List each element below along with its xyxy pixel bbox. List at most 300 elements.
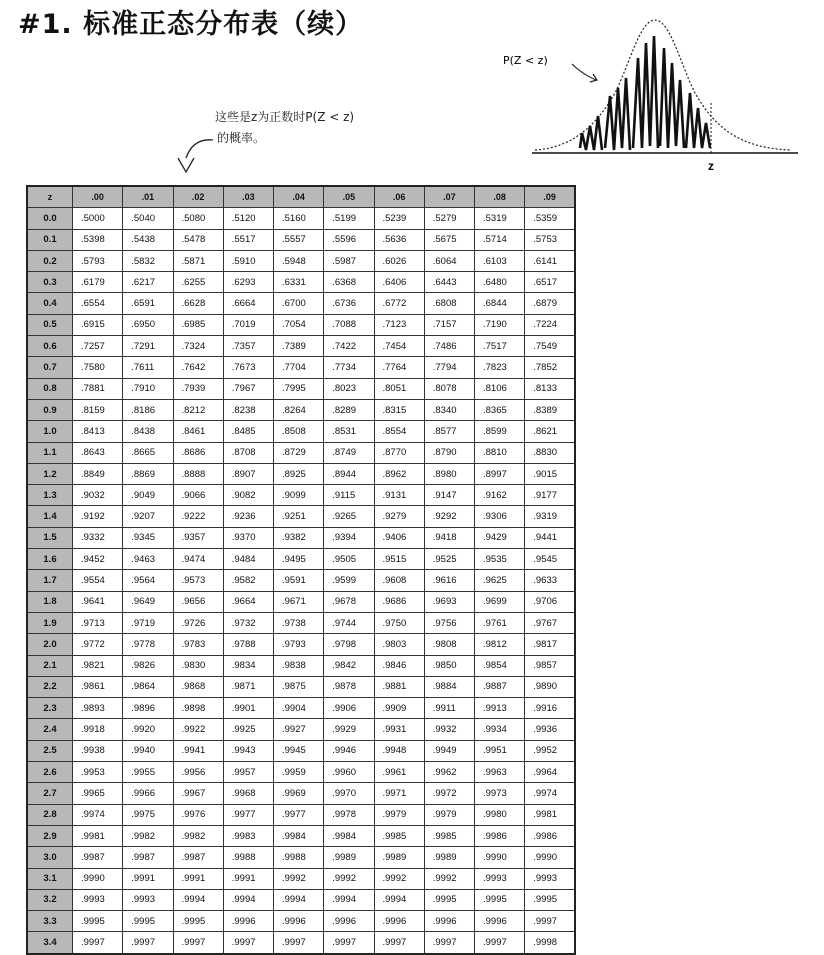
table-cell: .9066 [173, 485, 223, 506]
table-cell: .9994 [223, 889, 273, 910]
table-cell: .5675 [424, 229, 474, 250]
column-header: .09 [525, 186, 575, 208]
table-cell: .9911 [424, 698, 474, 719]
table-cell: .9207 [123, 506, 173, 527]
table-cell: .9803 [374, 634, 424, 655]
table-cell: .9961 [374, 762, 424, 783]
table-cell: .9997 [173, 932, 223, 954]
table-cell: .9887 [475, 676, 525, 697]
table-cell: .9981 [525, 804, 575, 825]
row-header-z: 2.1 [27, 655, 73, 676]
table-cell: .9582 [223, 570, 273, 591]
table-cell: .9177 [525, 485, 575, 506]
table-row [27, 570, 575, 591]
table-cell: .9826 [123, 655, 173, 676]
table-cell: .9633 [525, 570, 575, 591]
row-header-z: 2.2 [27, 676, 73, 697]
table-cell: .9861 [73, 676, 123, 697]
table-row [27, 250, 575, 271]
table-cell: .7611 [123, 357, 173, 378]
table-cell: .9997 [374, 932, 424, 954]
table-cell: .8461 [173, 421, 223, 442]
table-cell: .9979 [374, 804, 424, 825]
table-cell: .9987 [123, 847, 173, 868]
table-row [27, 463, 575, 484]
row-header-z: 2.8 [27, 804, 73, 825]
table-cell: .7486 [424, 336, 474, 357]
table-cell: .9925 [223, 719, 273, 740]
row-header-z: 2.6 [27, 762, 73, 783]
table-cell: .9292 [424, 506, 474, 527]
table-cell: .9406 [374, 527, 424, 548]
table-cell: .9738 [274, 612, 324, 633]
table-row [27, 485, 575, 506]
row-header-z: 1.3 [27, 485, 73, 506]
row-header-z: 0.2 [27, 250, 73, 271]
table-cell: .7054 [274, 314, 324, 335]
row-header-z: 0.1 [27, 229, 73, 250]
table-cell: .5359 [525, 208, 575, 229]
table-cell: .9821 [73, 655, 123, 676]
table-cell: .6844 [475, 293, 525, 314]
table-cell: .9963 [475, 762, 525, 783]
table-cell: .9761 [475, 612, 525, 633]
table-cell: .9525 [424, 549, 474, 570]
table-cell: .5596 [324, 229, 374, 250]
table-cell: .8869 [123, 463, 173, 484]
table-cell: .8485 [223, 421, 273, 442]
table-cell: .8051 [374, 378, 424, 399]
table-cell: .8665 [123, 442, 173, 463]
table-cell: .6443 [424, 272, 474, 293]
table-cell: .7422 [324, 336, 374, 357]
table-cell: .7157 [424, 314, 474, 335]
table-cell: .5000 [73, 208, 123, 229]
table-cell: .9515 [374, 549, 424, 570]
table-cell: .8980 [424, 463, 474, 484]
table-cell: .8289 [324, 399, 374, 420]
table-cell: .7357 [223, 336, 273, 357]
table-cell: .9850 [424, 655, 474, 676]
table-cell: .8340 [424, 399, 474, 420]
table-cell: .9945 [274, 740, 324, 761]
table-cell: .9693 [424, 591, 474, 612]
z-table [26, 185, 576, 955]
table-row [27, 868, 575, 889]
table-cell: .9952 [525, 740, 575, 761]
table-cell: .9686 [374, 591, 424, 612]
table-cell: .8577 [424, 421, 474, 442]
table-cell: .9971 [374, 783, 424, 804]
table-cell: .9713 [73, 612, 123, 633]
handwritten-annotation [215, 107, 354, 149]
table-cell: .9976 [173, 804, 223, 825]
table-cell: .5160 [274, 208, 324, 229]
table-cell: .9996 [274, 911, 324, 932]
table-cell: .6480 [475, 272, 525, 293]
table-cell: .5279 [424, 208, 474, 229]
column-header: .03 [223, 186, 273, 208]
table-cell: .9463 [123, 549, 173, 570]
table-cell: .9959 [274, 762, 324, 783]
table-cell: .8554 [374, 421, 424, 442]
table-cell: .7517 [475, 336, 525, 357]
table-cell: .9890 [525, 676, 575, 697]
column-header: .01 [123, 186, 173, 208]
table-cell: .9997 [73, 932, 123, 954]
table-cell: .8365 [475, 399, 525, 420]
table-cell: .9940 [123, 740, 173, 761]
table-cell: .9997 [123, 932, 173, 954]
table-cell: .9251 [274, 506, 324, 527]
table-cell: .9932 [424, 719, 474, 740]
table-cell: .9982 [173, 825, 223, 846]
shaded-area [580, 36, 710, 150]
table-cell: .8599 [475, 421, 525, 442]
row-header-z: 1.8 [27, 591, 73, 612]
table-cell: .9306 [475, 506, 525, 527]
table-cell: .9878 [324, 676, 374, 697]
table-cell: .9996 [475, 911, 525, 932]
table-cell: .5040 [123, 208, 173, 229]
table-cell: .9941 [173, 740, 223, 761]
table-cell: .9974 [525, 783, 575, 804]
table-cell: .7257 [73, 336, 123, 357]
table-cell: .8078 [424, 378, 474, 399]
table-cell: .9913 [475, 698, 525, 719]
table-cell: .9991 [173, 868, 223, 889]
table-cell: .9982 [123, 825, 173, 846]
table-cell: .9980 [475, 804, 525, 825]
table-cell: .9996 [374, 911, 424, 932]
table-cell: .9591 [274, 570, 324, 591]
table-cell: .9793 [274, 634, 324, 655]
table-cell: .6517 [525, 272, 575, 293]
table-cell: .9993 [73, 889, 123, 910]
table-row [27, 655, 575, 676]
table-cell: .9989 [324, 847, 374, 868]
table-cell: .9778 [123, 634, 173, 655]
table-cell: .5948 [274, 250, 324, 271]
table-row [27, 442, 575, 463]
table-cell: .9965 [73, 783, 123, 804]
table-cell: .9989 [374, 847, 424, 868]
table-cell: .9732 [223, 612, 273, 633]
table-cell: .8830 [525, 442, 575, 463]
table-cell: .9808 [424, 634, 474, 655]
table-cell: .9985 [424, 825, 474, 846]
table-cell: .9988 [223, 847, 273, 868]
row-header-z: 0.6 [27, 336, 73, 357]
table-cell: .6368 [324, 272, 374, 293]
table-cell: .5438 [123, 229, 173, 250]
table-cell: .8389 [525, 399, 575, 420]
table-cell: .7224 [525, 314, 575, 335]
table-cell: .9994 [324, 889, 374, 910]
table-cell: .9452 [73, 549, 123, 570]
row-header-z: 1.1 [27, 442, 73, 463]
annotation-arrow-icon [168, 128, 218, 178]
table-cell: .7580 [73, 357, 123, 378]
table-cell: .9953 [73, 762, 123, 783]
table-cell: .5239 [374, 208, 424, 229]
table-cell: .7995 [274, 378, 324, 399]
table-row [27, 208, 575, 229]
table-cell: .9564 [123, 570, 173, 591]
table-cell: .6591 [123, 293, 173, 314]
row-header-z: 2.4 [27, 719, 73, 740]
table-cell: .8531 [324, 421, 374, 442]
table-cell: .5398 [73, 229, 123, 250]
table-cell: .8925 [274, 463, 324, 484]
table-cell: .9957 [223, 762, 273, 783]
table-row [27, 591, 575, 612]
table-cell: .9977 [274, 804, 324, 825]
row-header-z: 1.0 [27, 421, 73, 442]
table-cell: .9726 [173, 612, 223, 633]
table-cell: .6736 [324, 293, 374, 314]
table-cell: .5987 [324, 250, 374, 271]
table-cell: .8810 [475, 442, 525, 463]
table-cell: .9927 [274, 719, 324, 740]
table-cell: .8997 [475, 463, 525, 484]
table-cell: .6293 [223, 272, 273, 293]
table-cell: .7389 [274, 336, 324, 357]
table-row [27, 889, 575, 910]
table-cell: .5319 [475, 208, 525, 229]
table-cell: .6217 [123, 272, 173, 293]
table-cell: .7291 [123, 336, 173, 357]
table-cell: .9857 [525, 655, 575, 676]
table-cell: .9394 [324, 527, 374, 548]
table-row [27, 911, 575, 932]
table-cell: .9418 [424, 527, 474, 548]
table-cell: .9968 [223, 783, 273, 804]
table-cell: .9505 [324, 549, 374, 570]
table-cell: .8186 [123, 399, 173, 420]
table-cell: .9972 [424, 783, 474, 804]
row-header-z: 2.9 [27, 825, 73, 846]
table-cell: .9345 [123, 527, 173, 548]
table-cell: .9994 [374, 889, 424, 910]
table-cell: .9599 [324, 570, 374, 591]
table-cell: .9916 [525, 698, 575, 719]
table-cell: .9370 [223, 527, 273, 548]
row-header-z: 1.2 [27, 463, 73, 484]
row-header-z: 1.9 [27, 612, 73, 633]
table-cell: .9984 [274, 825, 324, 846]
table-cell: .9812 [475, 634, 525, 655]
table-cell: .9987 [173, 847, 223, 868]
table-cell: .9966 [123, 783, 173, 804]
table-cell: .9991 [123, 868, 173, 889]
table-cell: .9901 [223, 698, 273, 719]
page-title: #1. 标准正态分布表（续） [18, 9, 364, 40]
axis-z-label: z [708, 159, 714, 173]
table-cell: .9554 [73, 570, 123, 591]
table-cell: .7967 [223, 378, 273, 399]
table-cell: .9474 [173, 549, 223, 570]
table-row [27, 314, 575, 335]
table-cell: .5557 [274, 229, 324, 250]
table-cell: .9678 [324, 591, 374, 612]
row-header-z: 0.7 [27, 357, 73, 378]
table-cell: .9222 [173, 506, 223, 527]
table-row [27, 762, 575, 783]
table-cell: .9995 [123, 911, 173, 932]
table-row [27, 293, 575, 314]
table-cell: .7324 [173, 336, 223, 357]
row-header-z: 0.9 [27, 399, 73, 420]
table-cell: .8708 [223, 442, 273, 463]
table-cell: .9817 [525, 634, 575, 655]
row-header-z: 2.0 [27, 634, 73, 655]
table-row [27, 378, 575, 399]
table-row [27, 336, 575, 357]
table-cell: .5080 [173, 208, 223, 229]
table-cell: .9357 [173, 527, 223, 548]
table-cell: .7673 [223, 357, 273, 378]
table-cell: .9983 [223, 825, 273, 846]
table-cell: .9995 [173, 911, 223, 932]
table-cell: .8238 [223, 399, 273, 420]
table-cell: .8413 [73, 421, 123, 442]
table-cell: .9994 [274, 889, 324, 910]
table-cell: .9015 [525, 463, 575, 484]
table-cell: .9616 [424, 570, 474, 591]
table-cell: .9951 [475, 740, 525, 761]
table-cell: .5910 [223, 250, 273, 271]
table-cell: .9484 [223, 549, 273, 570]
table-body [27, 208, 575, 954]
table-cell: .8729 [274, 442, 324, 463]
table-cell: .5871 [173, 250, 223, 271]
table-cell: .8749 [324, 442, 374, 463]
table-cell: .9625 [475, 570, 525, 591]
normal-curve-figure [500, 8, 810, 178]
table-row [27, 634, 575, 655]
row-header-z: 3.1 [27, 868, 73, 889]
table-cell: .7939 [173, 378, 223, 399]
column-header: .00 [73, 186, 123, 208]
annotation-line-1: 这些是z为正数时P(Z < z) [215, 110, 355, 124]
table-cell: .9909 [374, 698, 424, 719]
table-cell: .9608 [374, 570, 424, 591]
table-cell: .9955 [123, 762, 173, 783]
table-cell: .8508 [274, 421, 324, 442]
table-cell: .9929 [324, 719, 374, 740]
table-cell: .9854 [475, 655, 525, 676]
table-cell: .9904 [274, 698, 324, 719]
table-cell: .9495 [274, 549, 324, 570]
table-cell: .7642 [173, 357, 223, 378]
table-cell: .5753 [525, 229, 575, 250]
table-row [27, 399, 575, 420]
table-cell: .5120 [223, 208, 273, 229]
table-cell: .8023 [324, 378, 374, 399]
table-cell: .9990 [475, 847, 525, 868]
table-header-row [27, 186, 575, 208]
table-cell: .5832 [123, 250, 173, 271]
table-cell: .9918 [73, 719, 123, 740]
table-cell: .9920 [123, 719, 173, 740]
column-header: .06 [374, 186, 424, 208]
table-cell: .9649 [123, 591, 173, 612]
table-cell: .9798 [324, 634, 374, 655]
table-cell: .7910 [123, 378, 173, 399]
table-cell: .9997 [274, 932, 324, 954]
table-row [27, 527, 575, 548]
table-cell: .9996 [223, 911, 273, 932]
table-row [27, 357, 575, 378]
table-cell: .9641 [73, 591, 123, 612]
table-cell: .8849 [73, 463, 123, 484]
table-cell: .7794 [424, 357, 474, 378]
table-cell: .8106 [475, 378, 525, 399]
table-cell: .9936 [525, 719, 575, 740]
row-header-z: 3.3 [27, 911, 73, 932]
table-row [27, 932, 575, 954]
table-cell: .5478 [173, 229, 223, 250]
table-cell: .6331 [274, 272, 324, 293]
table-cell: .9978 [324, 804, 374, 825]
table-cell: .9984 [324, 825, 374, 846]
table-cell: .9992 [374, 868, 424, 889]
table-row [27, 825, 575, 846]
annotation-line-2: 的概率。 [217, 131, 266, 145]
table-cell: .5636 [374, 229, 424, 250]
table-cell: .8770 [374, 442, 424, 463]
column-header: .02 [173, 186, 223, 208]
row-header-z: 3.0 [27, 847, 73, 868]
table-cell: .9719 [123, 612, 173, 633]
table-row [27, 847, 575, 868]
table-cell: .9989 [424, 847, 474, 868]
table-cell: .9545 [525, 549, 575, 570]
table-cell: .8159 [73, 399, 123, 420]
table-row [27, 272, 575, 293]
table-row [27, 783, 575, 804]
table-cell: .6179 [73, 272, 123, 293]
table-cell: .9996 [324, 911, 374, 932]
row-header-z: 0.4 [27, 293, 73, 314]
table-row [27, 421, 575, 442]
table-cell: .6772 [374, 293, 424, 314]
table-row [27, 506, 575, 527]
table-cell: .9991 [223, 868, 273, 889]
table-cell: .5714 [475, 229, 525, 250]
table-cell: .9332 [73, 527, 123, 548]
row-header-z: 3.2 [27, 889, 73, 910]
table-cell: .9973 [475, 783, 525, 804]
table-cell: .9990 [525, 847, 575, 868]
table-cell: .6103 [475, 250, 525, 271]
table-cell: .9279 [374, 506, 424, 527]
row-header-z: 1.6 [27, 549, 73, 570]
table-cell: .9744 [324, 612, 374, 633]
table-cell: .9192 [73, 506, 123, 527]
table-cell: .9960 [324, 762, 374, 783]
table-cell: .9938 [73, 740, 123, 761]
table-cell: .9838 [274, 655, 324, 676]
table-cell: .9382 [274, 527, 324, 548]
table-cell: .9573 [173, 570, 223, 591]
table-row [27, 804, 575, 825]
table-cell: .9922 [173, 719, 223, 740]
table-cell: .9988 [274, 847, 324, 868]
table-cell: .9997 [223, 932, 273, 954]
table-row [27, 719, 575, 740]
